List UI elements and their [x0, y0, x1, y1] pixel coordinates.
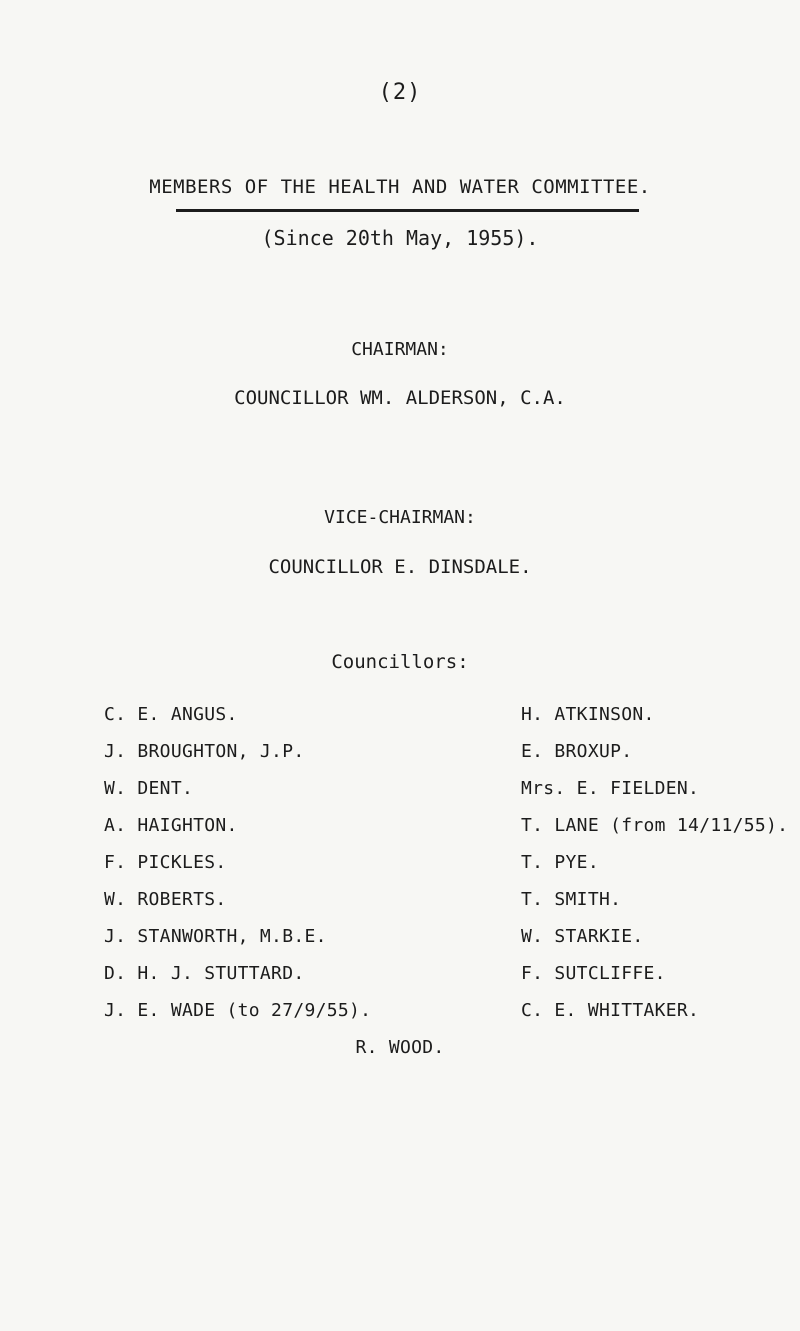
- vice-chairman-heading: VICE-CHAIRMAN:: [324, 507, 476, 528]
- councillor-right-7: W. STARKIE.: [521, 926, 644, 947]
- page-number: (2): [378, 80, 422, 105]
- councillor-right-9: C. E. WHITTAKER.: [521, 1000, 700, 1021]
- document-subtitle: (Since 20th May, 1955).: [261, 226, 539, 250]
- councillor-left-5: F. PICKLES.: [104, 852, 227, 873]
- councillor-final: R. WOOD.: [355, 1037, 445, 1058]
- councillor-left-8: D. H. J. STUTTARD.: [104, 963, 305, 984]
- councillor-right-4: T. LANE (from 14/11/55).: [521, 815, 789, 836]
- councillor-left-6: W. ROBERTS.: [104, 889, 227, 910]
- councillor-left-4: A. HAIGHTON.: [104, 815, 238, 836]
- councillor-left-1: C. E. ANGUS.: [104, 704, 238, 725]
- councillor-right-3: Mrs. E. FIELDEN.: [521, 778, 700, 799]
- vice-chairman-name: COUNCILLOR E. DINSDALE.: [268, 556, 532, 578]
- councillors-heading: Councillors:: [331, 651, 469, 673]
- chairman-heading: CHAIRMAN:: [351, 339, 449, 360]
- chairman-name: COUNCILLOR WM. ALDERSON, C.A.: [234, 387, 566, 409]
- councillor-right-2: E. BROXUP.: [521, 741, 633, 762]
- councillor-left-7: J. STANWORTH, M.B.E.: [104, 926, 327, 947]
- councillor-right-6: T. SMITH.: [521, 889, 622, 910]
- councillor-left-3: W. DENT.: [104, 778, 194, 799]
- councillor-right-8: F. SUTCLIFFE.: [521, 963, 666, 984]
- document-title: MEMBERS OF THE HEALTH AND WATER COMMITTEE.: [149, 176, 651, 198]
- councillor-right-1: H. ATKINSON.: [521, 704, 655, 725]
- councillor-left-2: J. BROUGHTON, J.P.: [104, 741, 305, 762]
- councillor-right-5: T. PYE.: [521, 852, 599, 873]
- councillor-left-9: J. E. WADE (to 27/9/55).: [104, 1000, 372, 1021]
- title-underline: [176, 209, 639, 212]
